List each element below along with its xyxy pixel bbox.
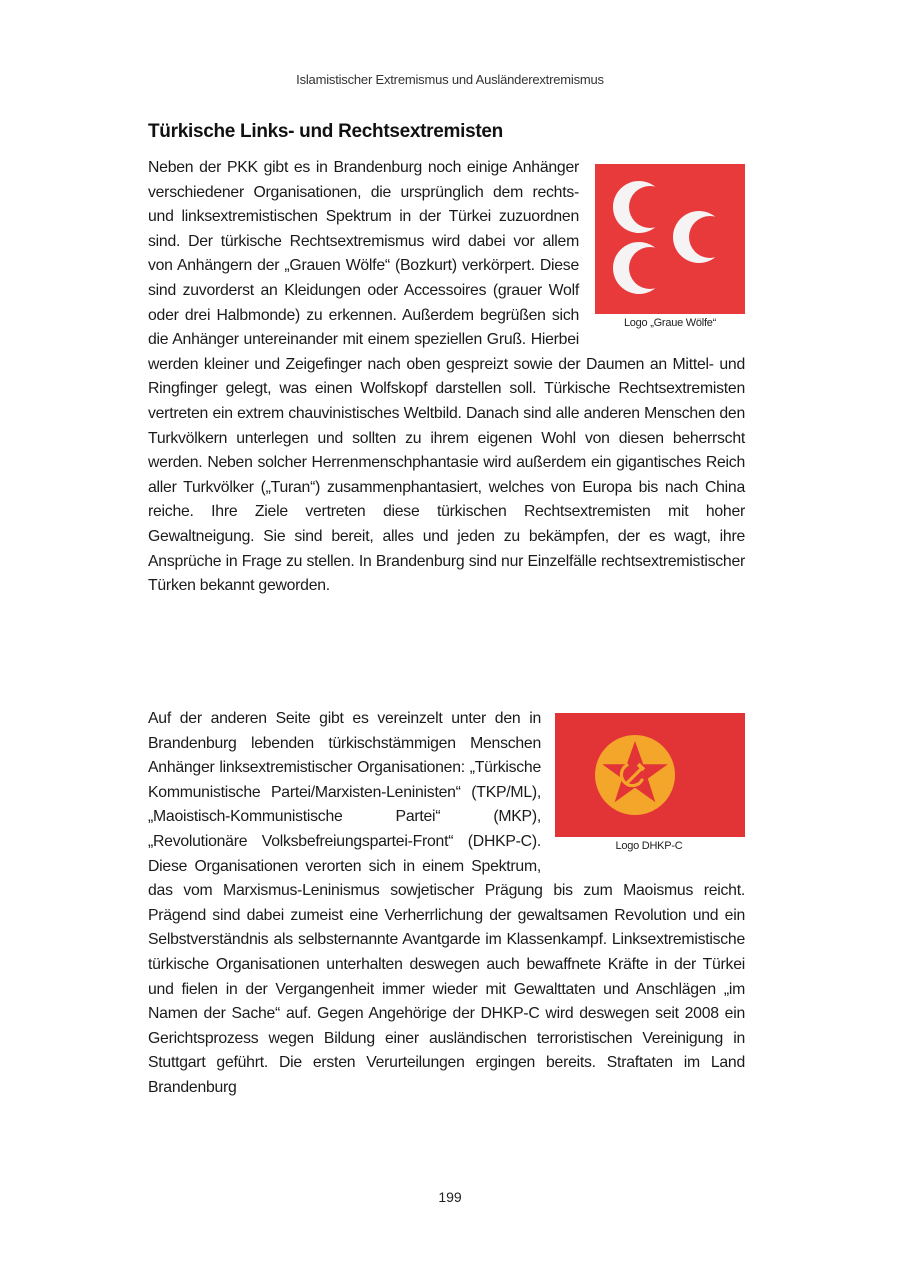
section-title: Türkische Links- und Rechtsextremisten (148, 121, 503, 142)
figure-dhkp-c (553, 713, 745, 855)
figure-grey-wolves (591, 164, 745, 332)
hammer-sickle-star-icon (555, 713, 745, 837)
crescent-right (595, 164, 745, 314)
paragraph-right-wing (148, 156, 745, 599)
running-header: Islamistischer Extremismus und Ausländerextremismus (296, 72, 604, 87)
paragraph-1-text: Neben der PKK gibt es in Brandenburg noch einige Anhänger verschiedener Organisationen, die ursprünglich dem rechts- und linksextremistischen Spektrum in der Türkei zuzuordnen sind. Der türkische Rechtsextremismus wird dabei vor allem von Anhängern der „Grauen Wölfe“ (Bozkurt) verkörpert. Diese sind zuvorderst an Kleidungen oder Accessoires (grauer Wolf oder drei Halbmonde) zu erkennen. Außerdem begrüßen sich die Anhänger untereinander mit einem speziellen Gruß. Hierbei werden kleiner und Zeigefinger nach oben gespreizt sowie der Daumen an Mittel- und Ringfinger gelegt, was einen Wolfskopf darstellen soll. Türkische Rechtsextremisten vertreten ein extrem chauvinistisches Weltbild. Danach sind alle anderen Menschen den Turkvölkern unterlegen und sollten zu ihrem eigenen Wohl von diesen beherrscht werden. Neben solcher Herrenmenschphantasie wird außerdem ein gigantisches Reich aller Turkvölker („Turan“) zusammenphantasiert, welches von Europa bis nach China reiche. Ihre Ziele vertreten diese türkischen Rechtsextremisten mit hoher Gewaltneigung. Sie sind bereit, alles und jeden zu bekämpfen, der es wagt, ihre Ansprüche in Frage zu stellen. In Brandenburg sind nur Einzelfälle rechtsextremistischer Türken bekannt geworden. (148, 159, 745, 595)
paragraph-left-wing (148, 707, 745, 1101)
paragraph-2-text: Auf der anderen Seite gibt es vereinzelt unter den in Brandenburg lebenden türkischstämmigen Menschen Anhänger linksextremistischer Organisationen: „Türkische Kommunistische Partei/Marxisten-Leninisten“ (TKP/ML), „Maoistisch-Kommunistische Partei“ (MKP), „Revolutionäre Volksbefreiungspartei-Front“ (DHKP-C). Diese Organisationen verorten sich in einem Spektrum, das vom Marxismus-Leninismus sowjetischer Prägung bis zum Maoismus reicht. Prägend sind dabei zumeist eine Verherrlichung der gewaltsamen Revolution und ein Selbstverständnis als selbsternannte Avantgarde im Klassenkampf. Linksextremistische türkische Organisationen unterhalten deswegen auch bewaffnete Kräfte in der Türkei und fielen in der Vergangenheit immer wieder mit Gewalttaten und Anschlägen „im Namen der Sache“ auf. Gegen Angehörige der DHKP-C wird deswegen seit 2008 ein Gerichtsprozess wegen Bildung einer ausländischen terroristischen Vereinigung in Stuttgart geführt. Die ersten Verurteilungen ergingen bereits. Straftaten im Land Brandenburg (148, 710, 745, 1096)
grey-wolves-logo (595, 164, 745, 314)
page-number: 199 (438, 1189, 462, 1205)
dhkp-c-logo (555, 713, 745, 837)
figure-caption-grey-wolves: Logo „Graue Wölfe“ (623, 317, 717, 329)
three-crescents-icon (595, 164, 745, 314)
figure-caption-dhkp-c: Logo DHKP-C (615, 840, 683, 852)
